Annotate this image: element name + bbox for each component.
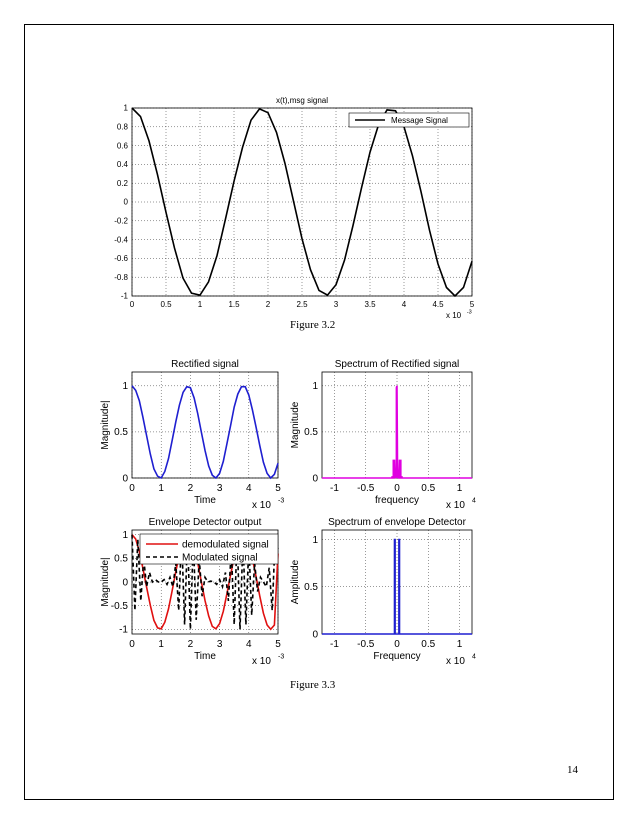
y-tick-label: -0.2 — [114, 216, 128, 226]
x-tick-label: 3.5 — [364, 300, 376, 309]
y-tick-label: 1 — [122, 530, 128, 542]
y-tick-label: -0.5 — [110, 600, 128, 612]
legend-label: demodulated signal — [182, 539, 269, 551]
y-tick-label: 0.2 — [116, 178, 128, 188]
y-tick-label: 0.6 — [116, 141, 128, 151]
x-axis-label: Time — [194, 495, 216, 506]
x-tick-label: 0 — [129, 300, 135, 309]
y-tick-label: -1 — [119, 624, 128, 636]
x-axis-label: frequency — [375, 495, 419, 506]
chart-title: Spectrum of envelope Detector — [328, 517, 466, 528]
x-tick-label: 0 — [394, 639, 400, 650]
chart-fig32 — [114, 96, 475, 320]
x-tick-label: 4.5 — [432, 300, 444, 309]
x-multiplier: x 10 — [446, 656, 465, 667]
y-tick-label: -0.4 — [114, 235, 128, 245]
chart-title: x(t),msg signal — [275, 96, 329, 105]
x-tick-label: 3 — [333, 300, 339, 309]
y-tick-label: 0.4 — [116, 160, 128, 170]
x-tick-label: 5 — [469, 300, 475, 309]
x-tick-label: 3 — [216, 639, 223, 650]
y-tick-label: 0 — [312, 629, 318, 641]
chart-env — [100, 517, 284, 667]
x-multiplier: x 10 — [252, 500, 271, 511]
y-tick-label: 0.5 — [114, 553, 128, 565]
x-tick-label: 4 — [246, 483, 252, 494]
y-tick-label: 0 — [312, 473, 318, 485]
x-tick-label: 1 — [158, 639, 164, 650]
x-tick-label: 1 — [456, 483, 463, 494]
figure-3-3-caption: Figure 3.3 — [290, 679, 336, 691]
x-multiplier-exponent: 4 — [472, 497, 476, 505]
x-tick-label: 2 — [265, 300, 271, 309]
x-tick-label: 1.5 — [228, 300, 240, 309]
y-tick-label: -0.8 — [114, 272, 128, 282]
y-axis-label: Magnitude| — [100, 400, 111, 450]
y-axis-label: Magnitude — [290, 401, 301, 449]
y-axis-label: Magnitude| — [100, 557, 111, 607]
y-tick-label: -0.6 — [114, 254, 128, 264]
y-tick-label: 0.8 — [116, 122, 128, 132]
x-multiplier: x 10 — [446, 311, 462, 320]
x-tick-label: 1 — [456, 639, 463, 650]
x-tick-label: -0.5 — [357, 639, 375, 650]
y-tick-label: 1 — [312, 534, 318, 546]
x-tick-label: 1 — [158, 483, 164, 494]
x-multiplier: x 10 — [446, 500, 465, 511]
x-tick-label: 3 — [216, 483, 223, 494]
y-tick-label: 1 — [122, 381, 128, 393]
x-tick-label: 5 — [275, 639, 281, 650]
x-tick-label: 4 — [246, 639, 252, 650]
x-axis-label: Frequency — [373, 651, 421, 662]
x-tick-label: 2.5 — [296, 300, 308, 309]
legend-label: Message Signal — [391, 116, 448, 125]
x-tick-label: 0 — [129, 639, 135, 650]
y-tick-label: 0 — [122, 577, 128, 589]
x-multiplier-exponent: -3 — [278, 497, 285, 505]
chart-rectspec — [290, 359, 476, 511]
x-multiplier: x 10 — [252, 656, 271, 667]
y-tick-label: 0.5 — [114, 427, 128, 439]
x-tick-label: 0.5 — [421, 639, 436, 650]
chart-title: Rectified signal — [171, 359, 239, 370]
chart-rect — [100, 359, 284, 511]
y-tick-label: 1 — [123, 103, 128, 113]
y-tick-label: 0 — [122, 473, 128, 485]
x-axis-label: Time — [194, 651, 216, 662]
x-tick-label: 0 — [129, 483, 135, 494]
x-multiplier-exponent: -3 — [278, 653, 285, 661]
x-tick-label: 2 — [187, 483, 194, 494]
chart-envspec — [290, 517, 476, 667]
x-tick-label: -0.5 — [357, 483, 375, 494]
y-tick-label: 0.5 — [304, 427, 318, 439]
x-multiplier-exponent: -3 — [466, 309, 472, 316]
page-number: 14 — [567, 764, 578, 776]
x-tick-label: 2 — [187, 639, 194, 650]
x-multiplier-exponent: 4 — [472, 653, 476, 661]
x-tick-label: 0.5 — [421, 483, 436, 494]
x-tick-label: 0 — [394, 483, 400, 494]
figure-3-2-caption: Figure 3.2 — [290, 319, 336, 331]
x-tick-label: 1 — [197, 300, 203, 309]
y-tick-label: -1 — [120, 291, 128, 301]
legend-label: Modulated signal — [182, 552, 258, 564]
chart-title: Envelope Detector output — [148, 517, 262, 528]
y-tick-label: 0 — [123, 197, 128, 207]
x-tick-label: -1 — [330, 483, 339, 494]
x-tick-label: 5 — [275, 483, 281, 494]
y-tick-label: 0.5 — [304, 582, 318, 594]
chart-title: Spectrum of Rectified signal — [334, 359, 460, 370]
x-tick-label: -1 — [330, 639, 339, 650]
x-tick-label: 4 — [401, 300, 407, 309]
y-tick-label: 1 — [312, 381, 318, 393]
y-axis-label: Amplitude — [290, 559, 301, 605]
x-tick-label: 0.5 — [160, 300, 172, 309]
